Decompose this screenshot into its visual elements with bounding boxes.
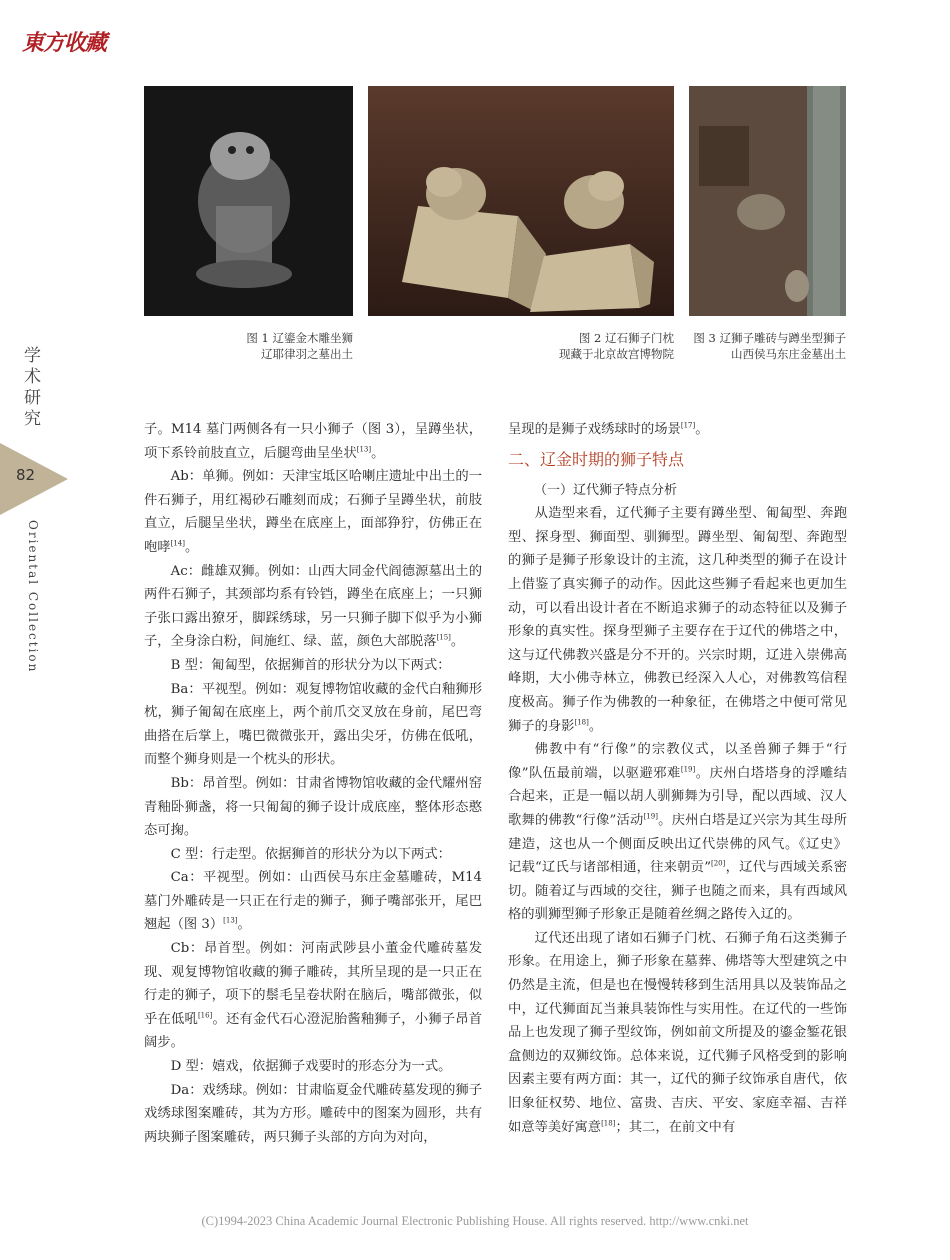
lion-carved-brick-image [689,86,846,316]
lion-statue-image [144,86,353,316]
paragraph-text-tail: 。 [695,422,709,437]
citation-ref: [19] [643,812,658,821]
figure-2-caption-title: 图 2 辽石狮子门枕 [578,331,674,345]
paragraph-text: Da：戏绣球。例如：甘肃临夏金代雕砖墓发现的狮子戏绣球图案雕砖，其为方形。雕砖中的图案为圆形，共有两块狮子图案雕砖，两只狮子头部的方向为对向， [144,1082,482,1145]
figure-1-caption [144,330,353,362]
section-heading: 二、辽金时期的狮子特点 [508,449,685,469]
body-paragraph [144,465,482,559]
paragraph-text-tail: 。 [184,539,199,555]
citation-ref: [20] [711,859,726,868]
citation-ref: [17] [680,421,696,430]
paragraph-text: ，辽代与西域关系密切。随着辽与西域的交往，狮子也随之而来，具有西域风格的驯狮型狮子形象正是随着丝绸之路传入辽的。 [508,860,847,923]
figure-2-caption [440,330,674,362]
figure-2-photo [368,86,674,316]
section-char: 研 [24,388,41,408]
figure-3-caption-title: 图 3 辽狮子雕砖与蹲坐型狮子 [693,331,846,345]
body-paragraph [144,866,482,937]
paragraph-text: 。庆州白塔塔身的浮雕结合起来，正是一幅以胡人驯狮舞为引导，配以西域、汉人歌舞的佛教“行像”活动 [508,765,847,828]
body-paragraph [144,1079,482,1150]
page-number: 82 [16,466,36,484]
figure-3-photo [689,86,846,316]
paragraph-text: ；其二，在前文中有 [615,1119,736,1135]
body-paragraph [144,1055,482,1079]
body-paragraph [144,560,482,654]
body-paragraph [144,937,482,1055]
section-char: 究 [24,409,41,429]
paragraph-text-tail: 。 [450,634,465,650]
paragraph-text-tail: 。还有金代石心澄泥胎酱釉狮子，小狮子昂首阔步。 [144,1011,482,1051]
citation-ref: [16] [197,1011,213,1020]
paragraph-text: 。 [588,718,603,734]
journal-brand-logo: 東方收藏 [22,30,107,56]
body-paragraph [144,772,482,843]
section-char: 术 [24,367,41,387]
journal-name-text: Oriental Collection [26,520,40,674]
journal-section-label [24,346,44,430]
paragraph-text-tail: 。 [371,445,385,461]
body-paragraph [508,418,847,442]
paragraph-text: D 型：嬉戏，依据狮子戏要时的形态分为一式。 [170,1059,452,1075]
citation-ref: [15] [436,633,451,642]
left-text-column [144,418,482,1149]
figure-1-caption-title: 图 1 辽鎏金木雕坐狮 [246,331,353,345]
body-paragraph [508,502,847,738]
journal-name-vertical [24,520,44,674]
figure-1-photo [144,86,353,316]
paragraph-text: 子。M14 墓门两侧各有一只小狮子（图 3），呈蹲坐状，项下系铃前肢直立，后腿弯曲呈坐状 [144,422,482,461]
figure-3-caption-source: 山西侯马东庄金墓出土 [731,347,846,361]
paragraph-text: Cb：昂首型。例如：河南武陟县小董金代雕砖墓发现、观复博物馆收藏的狮子雕砖，其所呈现的是一只正在行走的狮子，项下的鬃毛呈卷状附在脑后，嘴部微张，似乎在低吼 [144,941,482,1027]
body-paragraph [144,418,482,465]
paragraph-text: 辽代还出现了诸如石狮子门枕、石狮子角石这类狮子形象。在用途上，狮子形象在墓葬、佛塔等大型建筑之中仍然是主流，但是也在慢慢转移到生活用具以及装饰品之中，辽代狮面瓦当兼具装饰性与实用性。在辽代的一些饰品上也发现了狮子型纹饰，例如前文所提及的鎏金錾花银盒侧边的双狮纹饰。总体来说，辽代狮子风格受到的影响因素主要有两方面：其一，辽代的狮子纹饰承自唐代，依旧象征权势、地位、富贵、吉庆、平安、家庭幸福、吉祥如意等美好寓意 [508,930,847,1135]
stone-lion-door-pillow-image [368,86,674,316]
copyright-footer: (C)1994-2023 China Academic Journal Electronic Publishing House. All rights reserved. http://www.cnki.net [201,1214,749,1228]
citation-ref: [13] [223,917,238,926]
body-paragraph [144,678,482,772]
paragraph-text: 从造型来看，辽代狮子主要有蹲坐型、匍匐型、奔跑型、探身型、狮面型、驯狮型。蹲坐型、匍匐型、奔跑型的狮子是狮子形象设计的主流，这几种类型的狮子在设计上借鉴了真实狮子的动作。因此这些狮子看起来也更加生动，可以看出设计者在不断追求狮子的动态特征以及狮子形象的真实性。探身型狮子主要存在于辽代的佛塔之中，这与辽代佛教兴盛是分不开的。兴宗时期，辽进入崇佛高峰期，大小佛寺林立，佛教已经深入人心，对佛教笃信程度极高。狮子作为佛教的一种象征，在佛塔之中便可常见狮子的身影 [508,506,847,734]
body-paragraph [508,927,847,1139]
paragraph-text: Ca：平视型。例如：山西侯马东庄金墓雕砖，M14 墓门外雕砖是一只正在行走的狮子，狮子嘴部张开，尾巴翘起（图 3） [144,870,482,933]
paragraph-text: C 型：行走型。依据狮首的形状分为以下两式： [170,846,451,862]
paragraph-text: Ba：平视型。例如：观复博物馆收藏的金代白釉狮形枕，狮子匍匐在底座上，两个前爪交叉放在身前，尾巴弯曲搭在后掌上，嘴巴微微张开，露出尖牙，仿佛在低吼，而整个狮身则是一个枕头的形状。 [144,681,482,768]
paragraph-text: 呈现的是狮子戏绣球时的场景 [508,422,681,437]
figure-2-caption-source: 现藏于北京故宫博物院 [559,347,674,361]
citation-ref: [18] [601,1119,616,1128]
paragraph-text: Bb：昂首型。例如：甘肃省博物馆收藏的金代耀州窑青釉卧狮盏，将一只匍匐的狮子设计成底座，整体形态憨态可掬。 [144,775,482,839]
paragraph-text: Ab：单狮。例如：天津宝坻区哈喇庄遗址中出土的一件石狮子，用红褐砂石雕刻而成；石狮子呈蹲坐状，前肢直立，后腿呈坐状，蹲坐在底座上，面部狰狞，仿佛正在咆哮 [144,469,482,555]
paragraph-text: 佛教中有“行像”的宗教仪式，以圣兽狮子舞于“行像”队伍最前端，以驱避邪难 [508,742,847,781]
citation-ref: [19] [680,765,696,774]
citation-ref: [13] [356,445,372,454]
paragraph-text: Ac：雌雄双狮。例如：山西大同金代阎德源墓出土的两件石狮子，其颈部均系有铃铛，蹲坐在底座上；一只狮子张口露出獠牙，脚踩绣球，另一只狮子脚下似乎为小狮子，全身涂白粉，间施红、绿、蓝，颜色大部脱落 [144,563,482,650]
paragraph-text-tail: 。 [237,917,251,933]
right-text-column [508,418,847,1139]
paragraph-text: B 型：匍匐型，依据狮首的形状分为以下两式： [170,657,451,673]
paragraph-text: 。庆州白塔是辽兴宗为其生母所建造，这也从一个侧面反映出辽代崇佛的风气。《辽史》记载“辽氏与诸部相通，往来朝贡” [508,812,847,876]
figure-1-caption-source: 辽耶律羽之墓出土 [261,347,353,361]
body-paragraph [144,654,482,678]
citation-ref: [14] [170,539,185,548]
section-char: 学 [24,346,41,366]
figure-3-caption [680,330,846,362]
body-paragraph [144,843,482,867]
citation-ref: [18] [574,718,589,727]
body-paragraph [508,738,847,927]
subsection-heading: （一）辽代狮子特点分析 [534,482,678,498]
